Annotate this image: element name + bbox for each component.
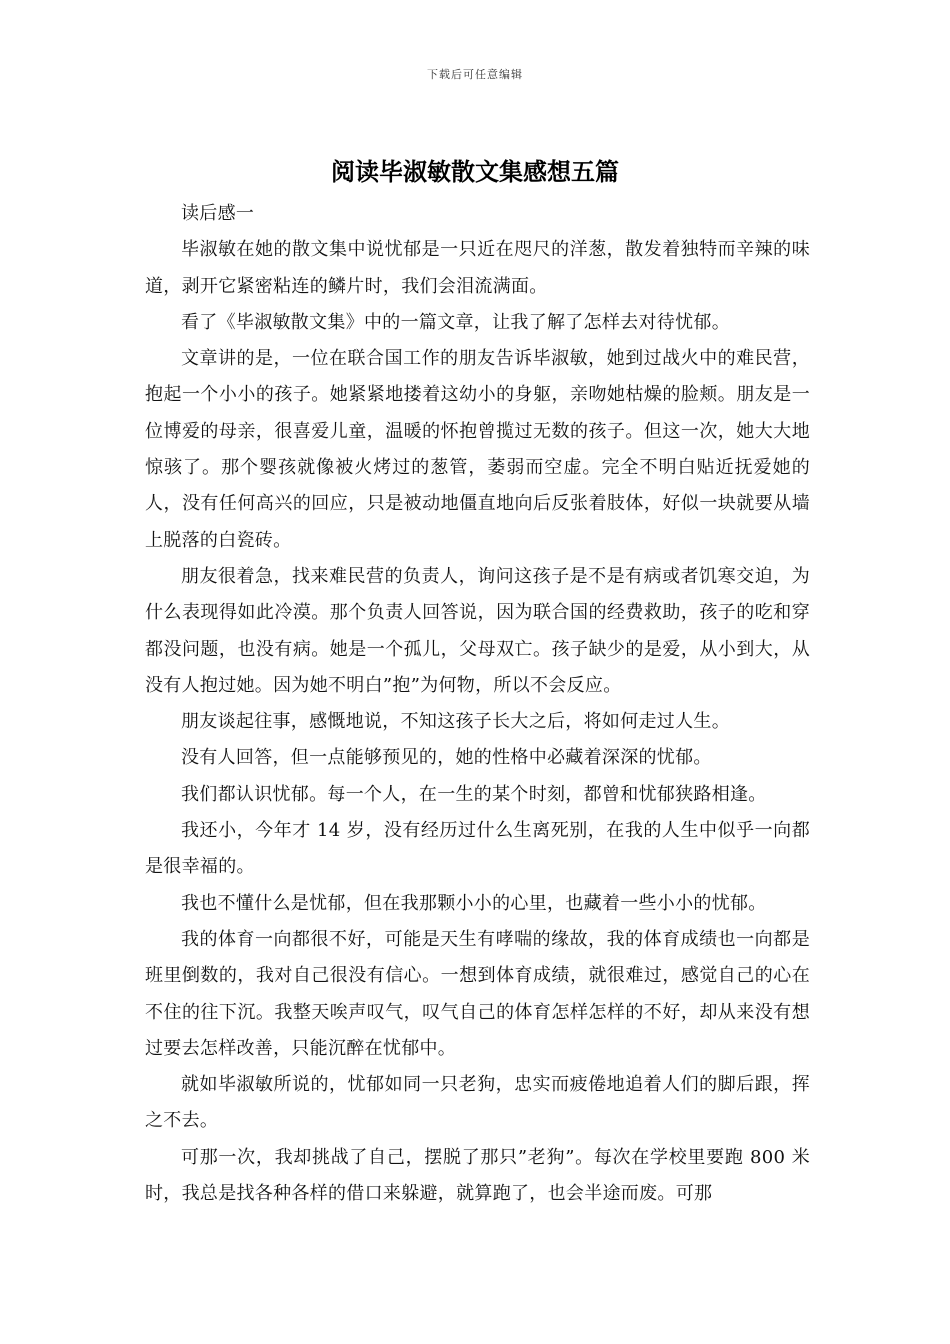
paragraph: 我的体育一向都很不好，可能是天生有哮喘的缘故，我的体育成绩也一向都是班里倒数的，我对自己很没有信心。一想到体育成绩，就很难过，感觉自己的心在不住的往下沉。我整天唉声叹气，叹气自己的体育怎样怎样的不好，却从来没有想过要去怎样改善，只能沉醉在忧郁中。 bbox=[145, 928, 810, 1059]
paragraph: 没有人回答，但一点能够预见的，她的性格中必藏着深深的忧郁。 bbox=[181, 747, 712, 769]
paragraph: 就如毕淑敏所说的，忧郁如同一只老狗，忠实而疲倦地追着人们的脚后跟，挥之不去。 bbox=[145, 1074, 810, 1132]
header-note: 下载后可任意编辑 bbox=[427, 68, 523, 81]
document-body bbox=[145, 196, 810, 1212]
paragraph: 朋友谈起往事，感慨地说，不知这孩子长大之后，将如何走过人生。 bbox=[181, 711, 730, 733]
paragraph: 我们都认识忧郁。每一个人，在一生的某个时刻，都曾和忧郁狭路相逢。 bbox=[181, 783, 767, 805]
paragraph: 朋友很着急，找来难民营的负责人，询问这孩子是不是有病或者饥寒交迫，为什么表现得如此冷漠。那个负责人回答说，因为联合国的经费救助，孩子的吃和穿都没问题，也没有病。她是一个孤儿，父母双亡。孩子缺少的是爱，从小到大，从没有人抱过她。因为她不明白”抱”为何物，所以不会反应。 bbox=[145, 565, 810, 696]
document-title: 阅读毕淑敏散文集感想五篇 bbox=[331, 157, 619, 186]
section-heading: 读后感一 bbox=[181, 203, 255, 224]
paragraph: 看了《毕淑敏散文集》中的一篇文章，让我了解了怎样去对待忧郁。 bbox=[181, 311, 730, 333]
paragraph: 文章讲的是，一位在联合国工作的朋友告诉毕淑敏，她到过战火中的难民营，抱起一个小小的孩子。她紧紧地搂着这幼小的身躯，亲吻她枯燥的脸颊。朋友是一位博爱的母亲，很喜爱儿童，温暖的怀抱曾揽过无数的孩子。但这一次，她大大地惊骇了。那个婴孩就像被火烤过的葱管，萎弱而空虚。完全不明白贴近抚爱她的人，没有任何高兴的回应，只是被动地僵直地向后反张着肢体，好似一块就要从墙上脱落的白瓷砖。 bbox=[145, 348, 810, 551]
paragraph: 我还小，今年才 14 岁，没有经历过什么生离死别，在我的人生中似乎一向都是很幸福的。 bbox=[145, 820, 810, 878]
paragraph: 可那一次，我却挑战了自己，摆脱了那只”老狗”。每次在学校里要跑 800 米时，我总是找各种各样的借口来躲避，就算跑了，也会半途而废。可那 bbox=[145, 1146, 810, 1205]
paragraph: 我也不懂什么是忧郁，但在我那颗小小的心里，也藏着一些小小的忧郁。 bbox=[181, 892, 767, 914]
paragraph: 毕淑敏在她的散文集中说忧郁是一只近在咫尺的洋葱，散发着独特而辛辣的味道，剥开它紧密粘连的鳞片时，我们会泪流满面。 bbox=[145, 239, 810, 297]
